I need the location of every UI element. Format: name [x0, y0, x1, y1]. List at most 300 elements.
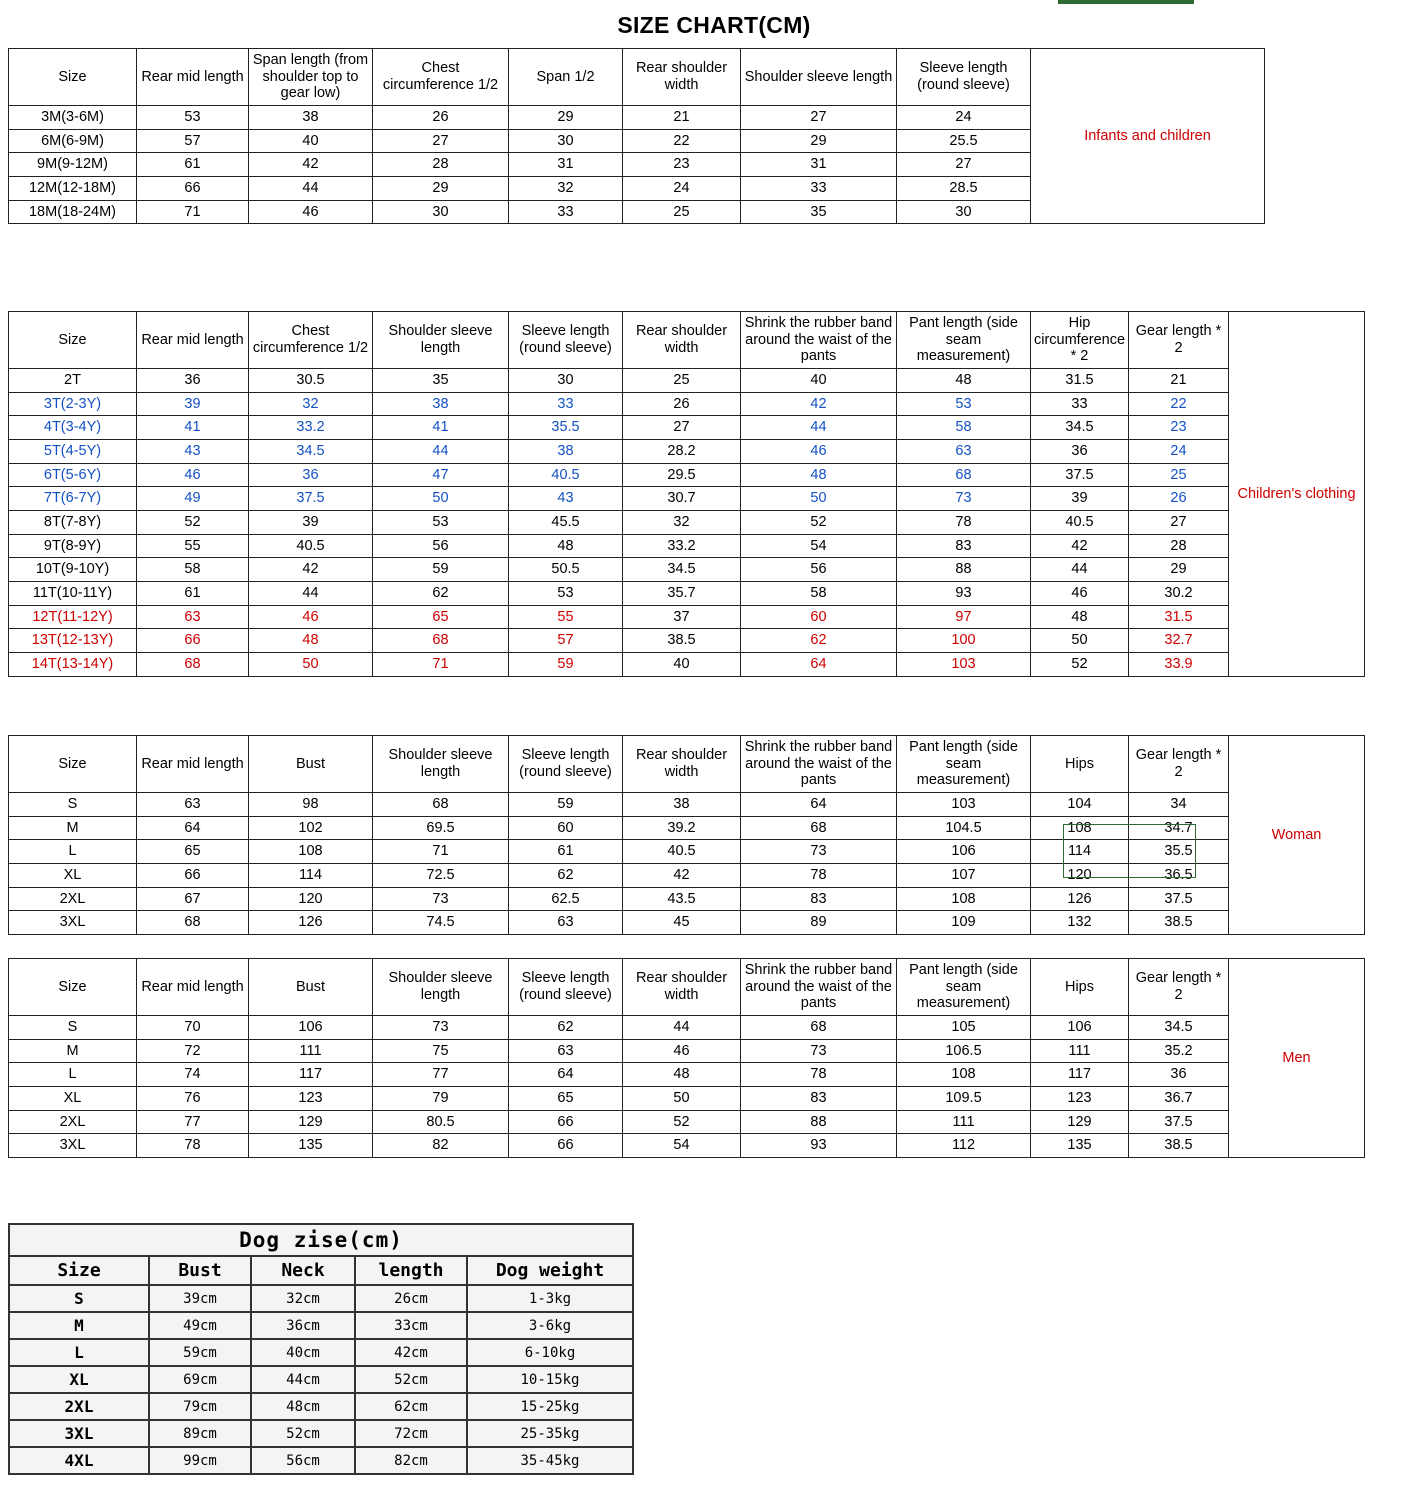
column-header: Sleeve length (round sleeve) [509, 959, 623, 1016]
table-cell: 61 [509, 840, 623, 864]
table-cell: 99cm [149, 1447, 251, 1474]
table-cell: 46 [137, 463, 249, 487]
table-cell: 62.5 [509, 887, 623, 911]
table-cell: 56 [373, 534, 509, 558]
table-cell: 23 [1129, 416, 1229, 440]
table-cell: 11T(10-11Y) [9, 582, 137, 606]
table-cell: 78 [897, 511, 1031, 535]
table-cell: 35.2 [1129, 1039, 1229, 1063]
table-cell: 72cm [355, 1420, 467, 1447]
column-header: Neck [251, 1256, 355, 1285]
table-cell: 88 [897, 558, 1031, 582]
column-header: Size [9, 312, 137, 369]
table-cell: 106.5 [897, 1039, 1031, 1063]
table-row [9, 558, 1365, 582]
table-cell: 48 [741, 463, 897, 487]
top-accent-bar [1058, 0, 1194, 4]
table-cell: 120 [1031, 864, 1129, 888]
table-cell: 40 [741, 369, 897, 393]
column-header: Gear length * 2 [1129, 959, 1229, 1016]
table-cell: 61 [137, 153, 249, 177]
category-label: Men [1229, 959, 1365, 1158]
table-cell: 108 [897, 887, 1031, 911]
column-header: Span 1/2 [509, 49, 623, 106]
table-cell: 57 [509, 629, 623, 653]
table-cell: 45.5 [509, 511, 623, 535]
table-cell: 44 [623, 1016, 741, 1040]
table-cell: 30 [509, 129, 623, 153]
table-cell: 60 [741, 605, 897, 629]
infants-table-block [8, 48, 1265, 224]
table-cell: 49cm [149, 1312, 251, 1339]
column-header: Dog weight [467, 1256, 633, 1285]
table-cell: 39cm [149, 1285, 251, 1312]
table-cell: 40.5 [1031, 511, 1129, 535]
table-cell: 40.5 [623, 840, 741, 864]
table-cell: 27 [373, 129, 509, 153]
table-cell: 39 [137, 392, 249, 416]
infants-table [8, 48, 1265, 224]
table-cell: 55 [137, 534, 249, 558]
table-cell: 33.2 [623, 534, 741, 558]
table-cell: 66 [137, 177, 249, 201]
table-cell: XL [9, 1366, 149, 1393]
table-cell: 33 [1031, 392, 1129, 416]
column-header: Size [9, 959, 137, 1016]
table-cell: 34.7 [1129, 816, 1229, 840]
column-header: Shrink the rubber band around the waist of the pants [741, 959, 897, 1016]
table-cell: L [9, 1339, 149, 1366]
column-header: Size [9, 736, 137, 793]
men-table [8, 958, 1365, 1158]
table-cell: 39 [249, 511, 373, 535]
table-cell: 62 [741, 629, 897, 653]
table-cell: 82 [373, 1134, 509, 1158]
table-cell: 73 [741, 1039, 897, 1063]
table-cell: 52 [1031, 653, 1129, 677]
table-cell: 32 [623, 511, 741, 535]
table-cell: 111 [897, 1110, 1031, 1134]
table-cell: 68 [373, 793, 509, 817]
table-cell: 45 [623, 911, 741, 935]
table-row [9, 487, 1365, 511]
table-cell: 63 [137, 793, 249, 817]
table-row [9, 1447, 633, 1474]
column-header: Hips [1031, 959, 1129, 1016]
table-cell: 129 [1031, 1110, 1129, 1134]
table-cell: 34.5 [249, 440, 373, 464]
table-cell: 47 [373, 463, 509, 487]
table-cell: 25-35kg [467, 1420, 633, 1447]
table-cell: 28.5 [897, 177, 1031, 201]
table-cell: 68 [137, 653, 249, 677]
column-header: Rear mid length [137, 736, 249, 793]
table-cell: 35 [741, 200, 897, 224]
table-cell: 111 [1031, 1039, 1129, 1063]
table-cell: 41 [137, 416, 249, 440]
table-cell: M [9, 1312, 149, 1339]
table-cell: 100 [897, 629, 1031, 653]
table-cell: 75 [373, 1039, 509, 1063]
table-cell: 31 [741, 153, 897, 177]
table-row [9, 887, 1365, 911]
table-cell: 44 [249, 177, 373, 201]
dog-table [8, 1223, 634, 1475]
table-cell: 123 [249, 1087, 373, 1111]
table-cell: 36.5 [1129, 864, 1229, 888]
table-cell: 56 [741, 558, 897, 582]
table-cell: 30 [509, 369, 623, 393]
table-cell: 79cm [149, 1393, 251, 1420]
table-cell: 3XL [9, 1420, 149, 1447]
table-cell: 30.5 [249, 369, 373, 393]
table-row [9, 1420, 633, 1447]
table-cell: 65 [509, 1087, 623, 1111]
column-header: Rear shoulder width [623, 312, 741, 369]
table-cell: 6T(5-6Y) [9, 463, 137, 487]
table-cell: 42 [741, 392, 897, 416]
table-cell: 48 [1031, 605, 1129, 629]
table-cell: S [9, 1016, 137, 1040]
table-cell: 44 [741, 416, 897, 440]
children-table-block [8, 311, 1365, 677]
table-cell: 24 [897, 106, 1031, 130]
table-cell: 62cm [355, 1393, 467, 1420]
table-cell: 77 [137, 1110, 249, 1134]
table-cell: 35.5 [509, 416, 623, 440]
table-cell: 39 [1031, 487, 1129, 511]
table-cell: 14T(13-14Y) [9, 653, 137, 677]
table-cell: 112 [897, 1134, 1031, 1158]
table-row [9, 1087, 1365, 1111]
table-cell: 25 [623, 369, 741, 393]
column-header: Size [9, 1256, 149, 1285]
table-cell: 52 [137, 511, 249, 535]
table-cell: 36 [1129, 1063, 1229, 1087]
table-cell: 108 [1031, 816, 1129, 840]
table-cell: 58 [741, 582, 897, 606]
table-header-row [9, 736, 1365, 793]
table-cell: 27 [897, 153, 1031, 177]
table-row [9, 534, 1365, 558]
table-row [9, 629, 1365, 653]
table-cell: 74 [137, 1063, 249, 1087]
table-row [9, 840, 1365, 864]
table-cell: 123 [1031, 1087, 1129, 1111]
table-row [9, 369, 1365, 393]
table-cell: 46 [623, 1039, 741, 1063]
table-cell: 103 [897, 653, 1031, 677]
table-cell: 135 [249, 1134, 373, 1158]
table-cell: 106 [897, 840, 1031, 864]
column-header: Rear shoulder width [623, 49, 741, 106]
table-cell: 3XL [9, 1134, 137, 1158]
table-cell: 50 [623, 1087, 741, 1111]
table-cell: 34.5 [1031, 416, 1129, 440]
table-cell: 12T(11-12Y) [9, 605, 137, 629]
table-cell: 38 [373, 392, 509, 416]
table-cell: 33.9 [1129, 653, 1229, 677]
table-cell: 55 [509, 605, 623, 629]
dog-table-block [8, 1223, 634, 1475]
table-cell: 33.2 [249, 416, 373, 440]
table-cell: 89 [741, 911, 897, 935]
table-cell: L [9, 1063, 137, 1087]
table-cell: 68 [741, 1016, 897, 1040]
table-row [9, 1312, 633, 1339]
table-cell: 53 [897, 392, 1031, 416]
table-cell: 67 [137, 887, 249, 911]
table-cell: 48 [249, 629, 373, 653]
table-cell: 37.5 [1031, 463, 1129, 487]
dog-header-row [9, 1256, 633, 1285]
column-header: Chest circumference 1/2 [249, 312, 373, 369]
men-table-block [8, 958, 1365, 1158]
table-cell: 46 [249, 200, 373, 224]
table-row [9, 1393, 633, 1420]
table-cell: 25.5 [897, 129, 1031, 153]
table-cell: 22 [1129, 392, 1229, 416]
table-cell: 52cm [355, 1366, 467, 1393]
column-header: Hip circumference * 2 [1031, 312, 1129, 369]
table-cell: 43 [509, 487, 623, 511]
table-cell: 68 [897, 463, 1031, 487]
table-cell: 97 [897, 605, 1031, 629]
table-cell: 58 [897, 416, 1031, 440]
column-header: Size [9, 49, 137, 106]
table-cell: 30 [373, 200, 509, 224]
table-cell: 2XL [9, 887, 137, 911]
table-cell: 33cm [355, 1312, 467, 1339]
table-cell: 31.5 [1031, 369, 1129, 393]
table-cell: 63 [509, 1039, 623, 1063]
table-cell: 68 [137, 911, 249, 935]
table-cell: 78 [741, 1063, 897, 1087]
table-cell: 88 [741, 1110, 897, 1134]
table-cell: 64 [741, 653, 897, 677]
table-cell: 32cm [251, 1285, 355, 1312]
table-cell: 68 [373, 629, 509, 653]
column-header: Shoulder sleeve length [373, 312, 509, 369]
table-row [9, 1063, 1365, 1087]
column-header: Bust [249, 736, 373, 793]
table-cell: 38 [249, 106, 373, 130]
table-cell: 109 [897, 911, 1031, 935]
column-header: Rear shoulder width [623, 736, 741, 793]
table-cell: 132 [1031, 911, 1129, 935]
table-cell: 38 [623, 793, 741, 817]
table-header-row [9, 959, 1365, 1016]
column-header: Gear length * 2 [1129, 312, 1229, 369]
table-cell: 36cm [251, 1312, 355, 1339]
table-cell: 39.2 [623, 816, 741, 840]
page-title: SIZE CHART(CM) [617, 12, 811, 38]
table-cell: S [9, 1285, 149, 1312]
table-cell: 40 [623, 653, 741, 677]
table-cell: 58 [137, 558, 249, 582]
table-cell: 73 [373, 1016, 509, 1040]
table-cell: 89cm [149, 1420, 251, 1447]
table-cell: 83 [741, 887, 897, 911]
table-cell: 76 [137, 1087, 249, 1111]
column-header: Rear shoulder width [623, 959, 741, 1016]
table-cell: 72 [137, 1039, 249, 1063]
table-cell: 107 [897, 864, 1031, 888]
table-cell: 103 [897, 793, 1031, 817]
table-cell: 53 [373, 511, 509, 535]
table-cell: 31 [509, 153, 623, 177]
table-row [9, 440, 1365, 464]
table-cell: 78 [741, 864, 897, 888]
table-cell: 29 [509, 106, 623, 130]
table-cell: M [9, 1039, 137, 1063]
table-cell: 46 [741, 440, 897, 464]
table-cell: 44cm [251, 1366, 355, 1393]
table-cell: 106 [1031, 1016, 1129, 1040]
table-cell: 71 [373, 653, 509, 677]
table-cell: 48 [623, 1063, 741, 1087]
table-cell: 21 [1129, 369, 1229, 393]
table-cell: 42 [623, 864, 741, 888]
table-cell: 50 [373, 487, 509, 511]
table-cell: 80.5 [373, 1110, 509, 1134]
table-cell: 42 [1031, 534, 1129, 558]
table-cell: 102 [249, 816, 373, 840]
column-header: Chest circumference 1/2 [373, 49, 509, 106]
table-cell: 40cm [251, 1339, 355, 1366]
table-cell: 26 [623, 392, 741, 416]
table-cell: 77 [373, 1063, 509, 1087]
table-cell: 73 [897, 487, 1031, 511]
table-row [9, 1110, 1365, 1134]
table-cell: 15-25kg [467, 1393, 633, 1420]
table-cell: 35.5 [1129, 840, 1229, 864]
table-cell: 42cm [355, 1339, 467, 1366]
table-cell: 73 [373, 887, 509, 911]
table-cell: 43.5 [623, 887, 741, 911]
table-cell: 62 [373, 582, 509, 606]
woman-table [8, 735, 1365, 935]
table-cell: 38.5 [1129, 911, 1229, 935]
table-cell: 56cm [251, 1447, 355, 1474]
table-cell: 42 [249, 558, 373, 582]
table-cell: 63 [509, 911, 623, 935]
column-header: Gear length * 2 [1129, 736, 1229, 793]
table-cell: 44 [373, 440, 509, 464]
table-row [9, 793, 1365, 817]
table-cell: 117 [1031, 1063, 1129, 1087]
table-cell: 72.5 [373, 864, 509, 888]
table-cell: 53 [137, 106, 249, 130]
dog-table-title: Dog zise(cm) [9, 1224, 633, 1256]
table-cell: 111 [249, 1039, 373, 1063]
category-label: Infants and children [1031, 49, 1265, 224]
table-cell: 40.5 [509, 463, 623, 487]
category-label: Woman [1229, 736, 1365, 935]
table-cell: 49 [137, 487, 249, 511]
column-header: Pant length (side seam measurement) [897, 312, 1031, 369]
column-header: Span length (from shoulder top to gear low) [249, 49, 373, 106]
table-cell: XL [9, 864, 137, 888]
table-cell: 2XL [9, 1110, 137, 1134]
table-cell: 66 [137, 864, 249, 888]
table-cell: 82cm [355, 1447, 467, 1474]
column-header: Pant length (side seam measurement) [897, 959, 1031, 1016]
column-header: Sleeve length (round sleeve) [509, 736, 623, 793]
table-cell: 53 [509, 582, 623, 606]
table-cell: 25 [1129, 463, 1229, 487]
table-cell: 48cm [251, 1393, 355, 1420]
table-cell: 62 [509, 1016, 623, 1040]
table-cell: 117 [249, 1063, 373, 1087]
table-cell: 59cm [149, 1339, 251, 1366]
table-cell: 44 [249, 582, 373, 606]
table-cell: 66 [137, 629, 249, 653]
table-cell: 8T(7-8Y) [9, 511, 137, 535]
table-cell: 78 [137, 1134, 249, 1158]
table-header-row [9, 49, 1265, 106]
table-cell: 50 [741, 487, 897, 511]
table-cell: 1-3kg [467, 1285, 633, 1312]
table-cell: L [9, 840, 137, 864]
table-cell: 6-10kg [467, 1339, 633, 1366]
table-cell: 35-45kg [467, 1447, 633, 1474]
table-cell: 22 [623, 129, 741, 153]
table-cell: 54 [741, 534, 897, 558]
table-cell: 28 [1129, 534, 1229, 558]
table-cell: 108 [249, 840, 373, 864]
table-cell: 26cm [355, 1285, 467, 1312]
table-cell: 30.2 [1129, 582, 1229, 606]
table-cell: 29 [741, 129, 897, 153]
table-cell: 65 [373, 605, 509, 629]
table-cell: 5T(4-5Y) [9, 440, 137, 464]
column-header: Bust [149, 1256, 251, 1285]
table-cell: 13T(12-13Y) [9, 629, 137, 653]
table-cell: 74.5 [373, 911, 509, 935]
category-label: Children's clothing [1229, 312, 1365, 677]
table-cell: 30 [897, 200, 1031, 224]
table-row [9, 816, 1365, 840]
table-row [9, 653, 1365, 677]
table-cell: 120 [249, 887, 373, 911]
column-header: Shoulder sleeve length [741, 49, 897, 106]
column-header: Rear mid length [137, 49, 249, 106]
table-row [9, 392, 1365, 416]
table-cell: 135 [1031, 1134, 1129, 1158]
table-cell: 26 [373, 106, 509, 130]
table-cell: 126 [249, 911, 373, 935]
column-header: Shoulder sleeve length [373, 736, 509, 793]
table-cell: 126 [1031, 887, 1129, 911]
column-header: Sleeve length (round sleeve) [897, 49, 1031, 106]
column-header: Shrink the rubber band around the waist of the pants [741, 736, 897, 793]
table-cell: 48 [897, 369, 1031, 393]
table-cell: 42 [249, 153, 373, 177]
table-cell: 114 [249, 864, 373, 888]
table-cell: 48 [509, 534, 623, 558]
table-cell: 64 [509, 1063, 623, 1087]
table-cell: 34.5 [1129, 1016, 1229, 1040]
table-cell: 71 [137, 200, 249, 224]
table-cell: 52 [623, 1110, 741, 1134]
table-cell: 104.5 [897, 816, 1031, 840]
table-cell: 35.7 [623, 582, 741, 606]
table-cell: 34.5 [623, 558, 741, 582]
table-cell: 54 [623, 1134, 741, 1158]
table-cell: S [9, 793, 137, 817]
column-header: Sleeve length (round sleeve) [509, 312, 623, 369]
